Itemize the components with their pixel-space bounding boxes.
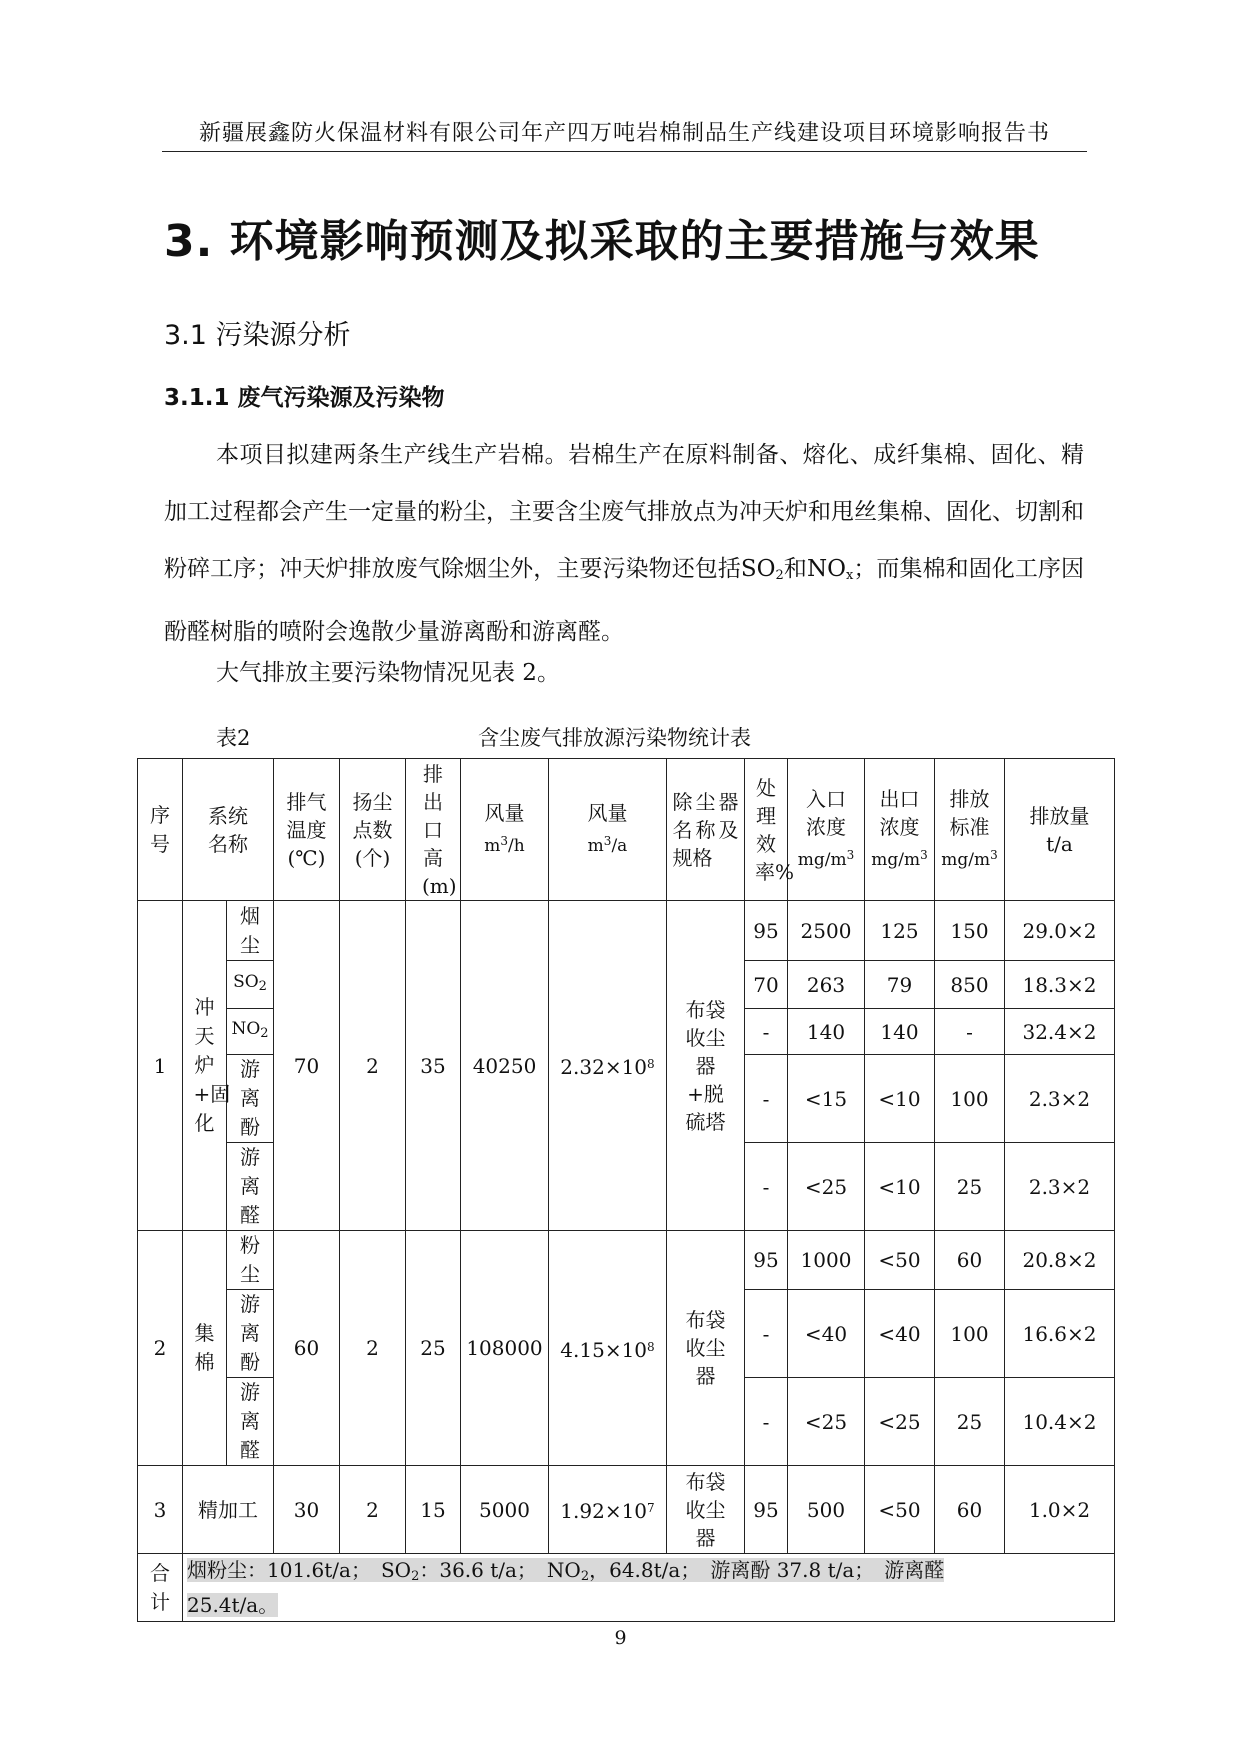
header-flow-a: 风量 $m^3/a$ (549, 759, 667, 901)
outlet-cell: 125 (865, 901, 935, 961)
inlet-cell: 140 (788, 1009, 865, 1055)
efficiency-cell: 70 (745, 961, 788, 1009)
group2-system: 集棉 (183, 1231, 227, 1466)
emission-table (137, 758, 1115, 1622)
page-header: 新疆展鑫防火保温材料有限公司年产四万吨岩棉制品生产线建设项目环境影响报告书 (198, 121, 1050, 146)
chapter-title: 3. 环境影响预测及拟采取的主要措施与效果 (164, 216, 1040, 267)
emission-cell: 32.4×2 (1005, 1009, 1115, 1055)
group2-seq: 2 (138, 1231, 183, 1466)
group3-seq: 3 (138, 1466, 183, 1554)
group1-points: 2 (340, 901, 406, 1231)
efficiency-cell: - (745, 1143, 788, 1231)
group1-seq: 1 (138, 901, 183, 1231)
emission-cell: 2.3×2 (1005, 1143, 1115, 1231)
group2-flow-a: $4.15\times 10^8$ (549, 1231, 667, 1466)
group1-collector: 布袋收尘器+脱硫塔 (667, 901, 745, 1231)
group2-collector: 布袋收尘器 (667, 1231, 745, 1466)
pollutant-cell: 游离醛 (227, 1143, 274, 1231)
outlet-cell: <50 (865, 1231, 935, 1290)
efficiency-cell: - (745, 1055, 788, 1143)
group1-height: 35 (406, 901, 461, 1231)
group1-flow-a: $2.32\times 10^8$ (549, 901, 667, 1231)
outlet-cell: 79 (865, 961, 935, 1009)
table-number: 表2 (216, 726, 251, 750)
total-summary: 烟粉尘：101.6t/a； $SO_2$：36.6 t/a； $NO_2$，64.8t/a； 游离酚 37.8 t/a； 游离醛 25.4t/a。 (183, 1554, 1115, 1622)
header-outlet: 出口浓度 $mg/m^3$ (865, 759, 935, 901)
header-efficiency: 处理效率% (745, 759, 788, 901)
pollutant-cell: 烟尘 (227, 901, 274, 961)
standard-cell: - (935, 1009, 1005, 1055)
inlet-cell: 1000 (788, 1231, 865, 1290)
efficiency-cell: 95 (745, 1466, 788, 1554)
pollutant-cell: 粉尘 (227, 1231, 274, 1290)
emission-cell: 2.3×2 (1005, 1055, 1115, 1143)
subsection-title: 3.1.1 废气污染源及污染物 (164, 385, 445, 411)
group3-points: 2 (340, 1466, 406, 1554)
standard-cell: 25 (935, 1378, 1005, 1466)
table-title: 含尘废气排放源污染物统计表 (478, 726, 751, 750)
emission-cell: 18.3×2 (1005, 961, 1115, 1009)
standard-cell: 100 (935, 1290, 1005, 1378)
total-label: 合计 (138, 1554, 183, 1622)
inlet-cell: <15 (788, 1055, 865, 1143)
group3-flow-h: 5000 (461, 1466, 549, 1554)
group3-height: 15 (406, 1466, 461, 1554)
pollutant-cell: $SO_2$ (227, 961, 274, 1009)
group1-system: 冲天炉+固化 (183, 901, 227, 1231)
group2-temp: 60 (274, 1231, 340, 1466)
header-points: 扬尘点数(个) (340, 759, 406, 901)
group3-system: 精加工 (183, 1466, 274, 1554)
header-inlet: 入口浓度 $mg/m^3$ (788, 759, 865, 901)
pollutant-cell: $NO_2$ (227, 1009, 274, 1055)
emission-cell: 16.6×2 (1005, 1290, 1115, 1378)
emission-cell: 29.0×2 (1005, 901, 1115, 961)
standard-cell: 100 (935, 1055, 1005, 1143)
efficiency-cell: - (745, 1290, 788, 1378)
inlet-cell: <25 (788, 1378, 865, 1466)
table-row (138, 1231, 1115, 1290)
table-total-row (138, 1554, 1115, 1622)
efficiency-cell: 95 (745, 901, 788, 961)
body-paragraph: 本项目拟建两条生产线生产岩棉。岩棉生产在原料制备、熔化、成纤集棉、固化、精加工过程都会产生一定量的粉尘，主要含尘废气排放点为冲天炉和甩丝集棉、固化、切割和粉碎工序；冲天炉排放废气除烟尘外，主要污染物还包括$SO_2$和$NO_x$；而集棉和固化工序因酚醛树脂的喷附会逸散少量游离酚和游离醛。 (164, 442, 1085, 645)
standard-cell: 60 (935, 1231, 1005, 1290)
pollutant-cell: 游离醛 (227, 1378, 274, 1466)
group2-flow-h: 108000 (461, 1231, 549, 1466)
inlet-cell: <25 (788, 1143, 865, 1231)
header-emission: 排放量 t/a (1005, 759, 1115, 901)
emission-cell: 10.4×2 (1005, 1378, 1115, 1466)
header-height: 排出口高(m) (406, 759, 461, 901)
page-number: 9 (614, 1627, 627, 1649)
pollutant-cell: 游离酚 (227, 1290, 274, 1378)
efficiency-cell: - (745, 1009, 788, 1055)
header-rule (162, 151, 1087, 152)
group3-temp: 30 (274, 1466, 340, 1554)
standard-cell: 25 (935, 1143, 1005, 1231)
table-row (138, 901, 1115, 961)
inlet-cell: <40 (788, 1290, 865, 1378)
table-header-row (138, 759, 1115, 901)
header-dust-collector: 除尘器名称及规格 (667, 759, 745, 901)
header-seq: 序号 (138, 759, 183, 901)
outlet-cell: <10 (865, 1055, 935, 1143)
standard-cell: 150 (935, 901, 1005, 961)
outlet-cell: <10 (865, 1143, 935, 1231)
group1-flow-h: 40250 (461, 901, 549, 1231)
efficiency-cell: - (745, 1378, 788, 1466)
table-row (138, 1466, 1115, 1554)
efficiency-cell: 95 (745, 1231, 788, 1290)
outlet-cell: <50 (865, 1466, 935, 1554)
group2-points: 2 (340, 1231, 406, 1466)
inlet-cell: 2500 (788, 901, 865, 961)
header-flow-h: 风量 $m^3/h$ (461, 759, 549, 901)
emission-cell: 20.8×2 (1005, 1231, 1115, 1290)
header-temp: 排气温度(℃) (274, 759, 340, 901)
inlet-cell: 263 (788, 961, 865, 1009)
standard-cell: 60 (935, 1466, 1005, 1554)
group1-temp: 70 (274, 901, 340, 1231)
outlet-cell: 140 (865, 1009, 935, 1055)
outlet-cell: <25 (865, 1378, 935, 1466)
body-paragraph-2: 大气排放主要污染物情况见表 2。 (216, 660, 560, 686)
emission-cell: 1.0×2 (1005, 1466, 1115, 1554)
pollutant-cell: 游离酚 (227, 1055, 274, 1143)
header-standard: 排放标准 $mg/m^3$ (935, 759, 1005, 901)
section-title: 3.1 污染源分析 (164, 320, 351, 351)
outlet-cell: <40 (865, 1290, 935, 1378)
standard-cell: 850 (935, 961, 1005, 1009)
inlet-cell: 500 (788, 1466, 865, 1554)
group3-flow-a: $1.92\times 10^7$ (549, 1466, 667, 1554)
group2-height: 25 (406, 1231, 461, 1466)
group3-collector: 布袋收尘器 (667, 1466, 745, 1554)
header-system: 系统名称 (183, 759, 274, 901)
